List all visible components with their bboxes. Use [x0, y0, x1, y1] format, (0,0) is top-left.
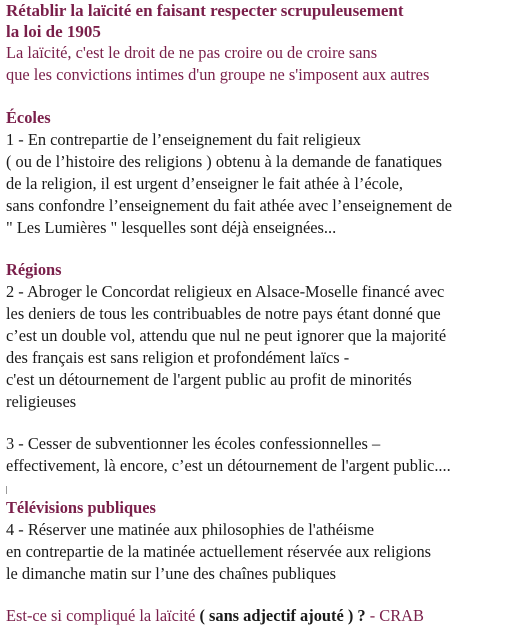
televisions-line-1: 4 - Réserver une matinée aux philosophies de l'athéisme [6, 520, 374, 539]
closing-signature: - CRAB [369, 606, 424, 625]
margin-tick-mark [6, 486, 7, 494]
televisions-line-3: le dimanche matin sur l’une des chaînes publiques [6, 564, 336, 583]
closing-question: Est-ce si compliqué la laïcité [6, 606, 196, 625]
regions-line-1: 2 - Abroger le Concordat religieux en Alsace-Moselle financé avec [6, 282, 445, 301]
closing-question-aside: ( sans adjectif ajouté ) ? [195, 606, 370, 625]
regions-line-3: c’est un double vol, attendu que nul ne peut ignorer que la majorité [6, 326, 447, 345]
regions-line-4: des français est sans religion et profondément laïcs - [6, 348, 350, 367]
televisions-line-2: en contrepartie de la matinée actuellement réservée aux religions [6, 542, 432, 561]
regions-point3-line-2: effectivement, là encore, c’est un détournement de l'argent public.... [6, 456, 451, 475]
ecoles-line-3: de la religion, il est urgent d’enseigner le fait athée à l’école, [6, 174, 404, 193]
section-heading-televisions: Télévisions publiques [6, 498, 156, 517]
regions-line-2: les deniers de tous les contribuables de notre pays étant donné que [6, 304, 441, 323]
ecoles-line-5: " Les Lumières " lesquelles sont déjà enseignées... [6, 218, 337, 237]
ecoles-line-1: 1 - En contrepartie de l’enseignement du fait religieux [6, 130, 361, 149]
document-title-line-1: Rétablir la laïcité en faisant respecter scrupuleusement [6, 1, 404, 20]
definition-line-1: La laïcité, c'est le droit de ne pas croire ou de croire sans [6, 43, 378, 62]
document-title-line-2: la loi de 1905 [6, 22, 101, 41]
regions-line-5: c'est un détournement de l'argent public au profit de minorités [6, 370, 412, 389]
closing-line [6, 605, 424, 627]
regions-point3-line-1: 3 - Cesser de subventionner les écoles confessionnelles – [6, 434, 381, 453]
ecoles-line-4: sans confondre l’enseignement du fait athée avec l’enseignement de [6, 196, 453, 215]
ecoles-line-2: ( ou de l’histoire des religions ) obtenu à la demande de fanatiques [6, 152, 443, 171]
section-heading-ecoles: Écoles [6, 108, 51, 127]
definition-line-2: que les convictions intimes d'un groupe ne s'imposent aux autres [6, 65, 430, 84]
regions-line-6: religieuses [6, 392, 77, 411]
section-heading-regions: Régions [6, 260, 62, 279]
